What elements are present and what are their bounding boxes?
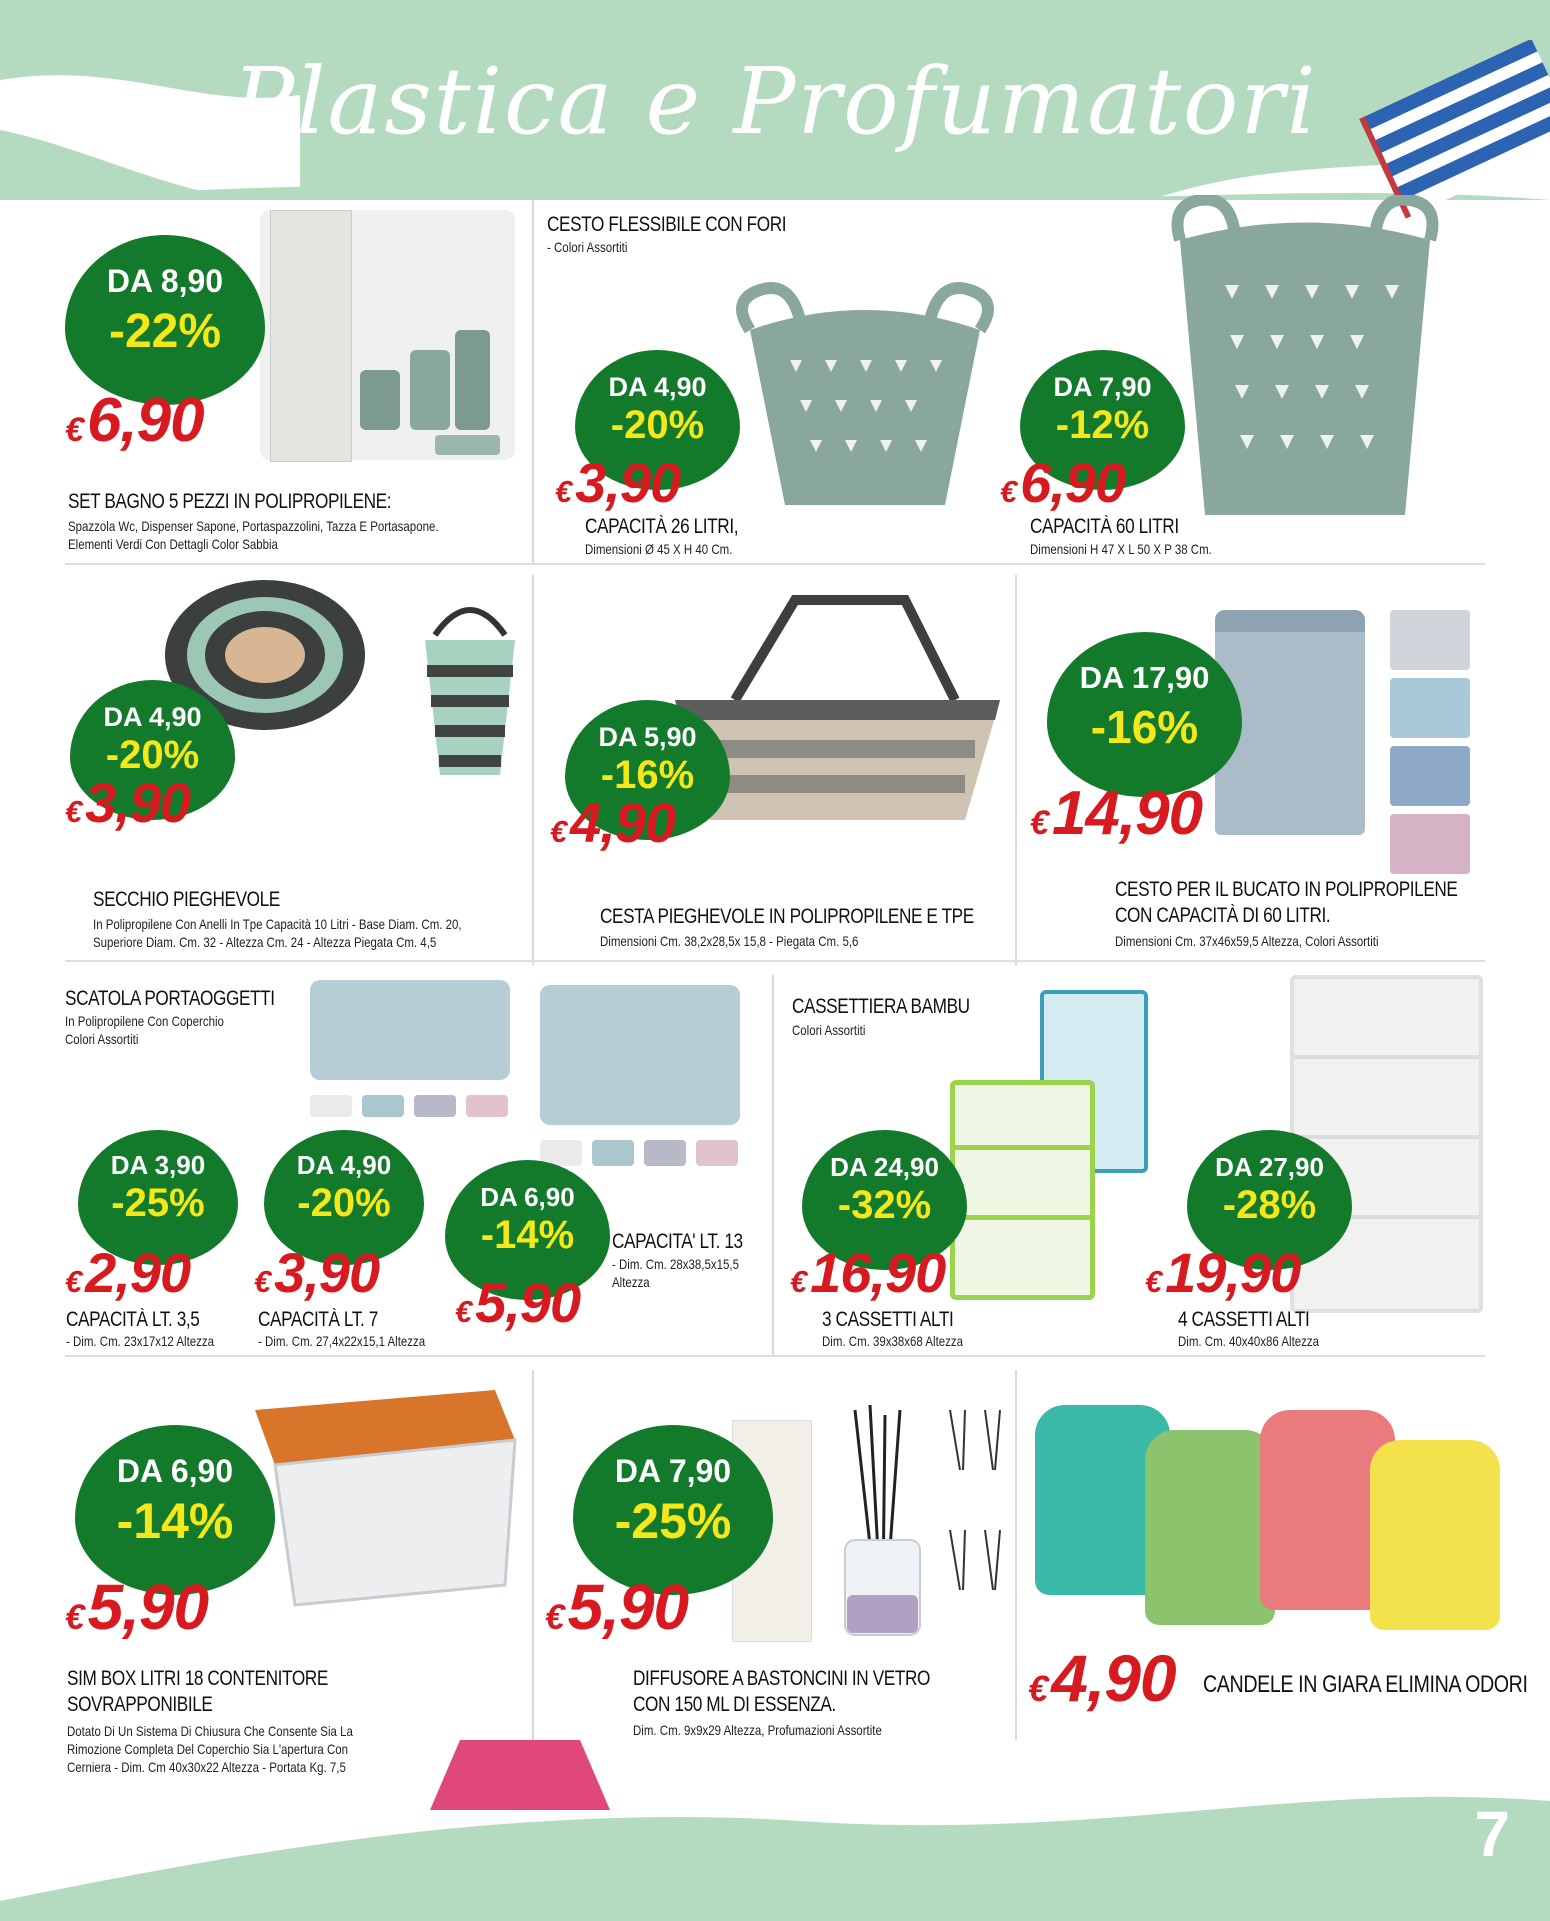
discount-percent: -12%: [1055, 403, 1150, 447]
divider: [532, 1370, 534, 1740]
product-scatola-3-5: [60, 1130, 260, 1350]
old-price: DA 4,90: [103, 702, 202, 732]
color-swatch: [414, 1095, 456, 1117]
product-desc: Dim. Cm. 39x38x68 Altezza: [822, 1333, 964, 1349]
currency: €: [455, 1294, 472, 1329]
old-price: DA 5,90: [598, 722, 697, 752]
product-scatola-7: [252, 1130, 452, 1350]
product-name: SECCHIO PIEGHEVOLE: [93, 888, 280, 911]
product-image: [825, 1390, 1005, 1650]
product-desc: - Dim. Cm. 27,4x22x15,1 Altezza: [258, 1333, 426, 1349]
candle-jar: [1145, 1430, 1275, 1625]
product-name: CAPACITÀ 26 LITRI,: [585, 515, 739, 538]
currency: €: [1028, 1668, 1048, 1709]
currency: €: [1145, 1264, 1162, 1299]
product-name: CESTO PER IL BUCATO IN POLIPROPILENE: [1115, 878, 1458, 901]
section-desc: - Colori Assortiti: [547, 239, 628, 255]
color-swatch: [1390, 678, 1470, 738]
footer-wave: [0, 1741, 1550, 1921]
discount-badge: [1047, 632, 1242, 797]
currency: €: [65, 411, 83, 449]
currency: €: [555, 474, 572, 509]
divider: [772, 975, 774, 1355]
discount-percent: -20%: [297, 1181, 391, 1225]
price: [545, 1570, 688, 1644]
product-cesto-bucato: [1030, 570, 1490, 960]
discount-percent: -22%: [108, 305, 222, 358]
product-name: CAPACITÀ LT. 7: [258, 1308, 378, 1331]
section-desc: Colori Assortiti: [65, 1031, 139, 1047]
product-candele: [1025, 1370, 1535, 1730]
price: [65, 1570, 208, 1644]
product-sim-box: [60, 1370, 530, 1790]
discount-percent: -16%: [1090, 701, 1199, 753]
product-desc: - Dim. Cm. 23x17x12 Altezza: [66, 1333, 215, 1349]
old-price: DA 7,90: [614, 1453, 732, 1489]
product-desc: Superiore Diam. Cm. 32 - Altezza Cm. 24 - Altezza Piegata Cm. 4,5: [93, 934, 437, 950]
product-desc: Dim. Cm. 9x9x29 Altezza, Profumazioni Assortite: [633, 1722, 882, 1738]
currency: €: [545, 1598, 564, 1637]
price: [555, 450, 680, 515]
color-swatch: [466, 1095, 508, 1117]
color-swatch: [310, 1095, 352, 1117]
color-swatch: [1390, 814, 1470, 874]
old-price: DA 3,90: [110, 1150, 206, 1180]
discount-badge: [65, 235, 265, 405]
product-desc: Elementi Verdi Con Dettagli Color Sabbia: [68, 536, 278, 552]
product-cassetti-3: [790, 1130, 1010, 1350]
old-price: DA 6,90: [480, 1182, 575, 1212]
section-title: CASSETTIERA BAMBU: [792, 995, 970, 1018]
product-image: [1165, 195, 1445, 525]
product-scatola-13: [445, 1160, 765, 1350]
discount-percent: -14%: [116, 1493, 234, 1549]
currency: €: [790, 1264, 807, 1299]
old-price: DA 17,90: [1079, 660, 1210, 695]
discount-percent: -28%: [1222, 1183, 1317, 1227]
page-title: Plastica e Profumatori: [232, 48, 1318, 155]
discount-percent: -25%: [111, 1181, 205, 1225]
product-image: [310, 980, 510, 1080]
product-name: SOVRAPPONIBILE: [67, 1693, 213, 1716]
product-image: [260, 210, 515, 460]
product-desc: Spazzola Wc, Dispenser Sapone, Portaspazzolini, Tazza E Portasapone.: [68, 518, 439, 534]
price-value: 6,90: [86, 386, 204, 455]
product-set-bagno: [60, 200, 530, 560]
color-swatch: [1390, 746, 1470, 806]
old-price: DA 4,90: [608, 372, 707, 402]
product-name: CESTA PIEGHEVOLE IN POLIPROPILENE E TPE: [600, 905, 974, 928]
currency: €: [254, 1264, 271, 1299]
product-desc: Dimensioni Cm. 38,2x28,5x 15,8 - Piegata Cm. 5,6: [600, 933, 859, 949]
product-desc: - Dim. Cm. 28x38,5x15,5: [612, 1256, 739, 1272]
divider: [65, 960, 1485, 962]
section-title: CESTO FLESSIBILE CON FORI: [547, 213, 787, 236]
product-secchio: [60, 570, 530, 960]
product-name: CON CAPACITÀ DI 60 LITRI.: [1115, 904, 1331, 927]
product-name: CANDELE IN GIARA ELIMINA ODORI: [1203, 1671, 1528, 1698]
product-name: SIM BOX LITRI 18 CONTENITORE: [67, 1667, 328, 1690]
old-price: DA 8,90: [106, 263, 224, 299]
page-number: 7: [1474, 1798, 1510, 1870]
currency: €: [550, 814, 567, 849]
product-diffusore: [545, 1370, 1010, 1750]
currency: €: [1030, 804, 1048, 842]
discount-percent: -14%: [480, 1213, 575, 1257]
price: [1145, 1240, 1300, 1305]
price-value: 2,90: [85, 1241, 191, 1304]
price: [455, 1270, 580, 1335]
price-value: 19,90: [1165, 1241, 1301, 1304]
product-desc: Dimensioni H 47 X L 50 X P 38 Cm.: [1030, 541, 1212, 557]
price: [65, 1240, 190, 1305]
price-value: 3,90: [575, 451, 681, 514]
price-value: 14,90: [1051, 779, 1203, 848]
price-value: 5,90: [475, 1271, 581, 1334]
price-value: 4,90: [570, 791, 676, 854]
price-value: 4,90: [1051, 1641, 1176, 1715]
product-name: CON 150 ML DI ESSENZA.: [633, 1693, 836, 1716]
divider: [532, 200, 534, 565]
product-desc: Dim. Cm. 40x40x86 Altezza: [1178, 1333, 1320, 1349]
divider: [65, 563, 1485, 565]
price: [1028, 1640, 1176, 1716]
product-name: SET BAGNO 5 PEZZI IN POLIPROPILENE:: [68, 490, 392, 513]
candle-jar: [1370, 1440, 1500, 1630]
product-desc: Altezza: [612, 1274, 650, 1290]
product-name: CAPACITÀ 60 LITRI: [1030, 515, 1179, 538]
old-price: DA 6,90: [116, 1453, 234, 1489]
price: [65, 770, 190, 835]
product-name: DIFFUSORE A BASTONCINI IN VETRO: [633, 1667, 930, 1690]
product-desc: Rimozione Completa Del Coperchio Sia L'apertura Con: [67, 1741, 349, 1757]
currency: €: [65, 1264, 82, 1299]
old-price: DA 4,90: [296, 1150, 392, 1180]
price-value: 5,90: [567, 1571, 689, 1643]
price-value: 3,90: [85, 771, 191, 834]
color-swatch: [1390, 610, 1470, 670]
divider: [65, 1355, 1485, 1357]
price: [65, 385, 204, 456]
currency: €: [1000, 474, 1017, 509]
divider: [1015, 575, 1017, 965]
discount-percent: -20%: [610, 403, 705, 447]
product-name: CAPACITÀ LT. 3,5: [66, 1308, 200, 1331]
section-desc: In Polipropilene Con Coperchio: [65, 1013, 224, 1029]
product-cassetti-4: [1145, 1130, 1375, 1350]
price: [1030, 778, 1202, 849]
product-desc: Dimensioni Cm. 37x46x59,5 Altezza, Colori Assortiti: [1115, 933, 1379, 949]
product-desc: Dotato Di Un Sistema Di Chiusura Che Consente Sia La: [67, 1723, 353, 1739]
price: [790, 1240, 945, 1305]
product-cesto-60: [995, 195, 1475, 560]
product-name: CAPACITA' LT. 13: [612, 1230, 743, 1253]
product-name: 4 CASSETTI ALTI: [1178, 1308, 1310, 1331]
product-desc: Dimensioni Ø 45 X H 40 Cm.: [585, 541, 733, 557]
section-desc: Colori Assortiti: [792, 1022, 866, 1038]
product-name: 3 CASSETTI ALTI: [822, 1308, 954, 1331]
old-price: DA 7,90: [1053, 372, 1152, 402]
divider: [1015, 1370, 1017, 1740]
price-value: 6,90: [1020, 451, 1126, 514]
product-desc: Cerniera - Dim. Cm 40x30x22 Altezza - Portata Kg. 7,5: [67, 1759, 346, 1775]
price-value: 5,90: [87, 1571, 209, 1643]
product-image: [540, 985, 740, 1125]
price-value: 3,90: [274, 1241, 380, 1304]
price: [254, 1240, 379, 1305]
old-price: DA 24,90: [830, 1152, 939, 1182]
discount-percent: -20%: [105, 733, 200, 777]
currency: €: [65, 794, 82, 829]
color-swatch: [362, 1095, 404, 1117]
old-price: DA 27,90: [1215, 1152, 1324, 1182]
discount-percent: -16%: [600, 753, 695, 797]
currency: €: [65, 1598, 84, 1637]
section-title: SCATOLA PORTAOGGETTI: [65, 987, 275, 1010]
product-image: [730, 270, 1000, 515]
product-cesto-26: [550, 250, 1000, 560]
discount-percent: -25%: [614, 1493, 732, 1549]
product-image: [235, 1370, 525, 1610]
discount-percent: -32%: [837, 1183, 932, 1227]
price: [1000, 450, 1125, 515]
product-desc: In Polipropilene Con Anelli In Tpe Capacità 10 Litri - Base Diam. Cm. 20,: [93, 916, 462, 932]
product-cesta-pieghevole: [545, 570, 1010, 960]
price: [550, 790, 675, 855]
price-value: 16,90: [810, 1241, 946, 1304]
